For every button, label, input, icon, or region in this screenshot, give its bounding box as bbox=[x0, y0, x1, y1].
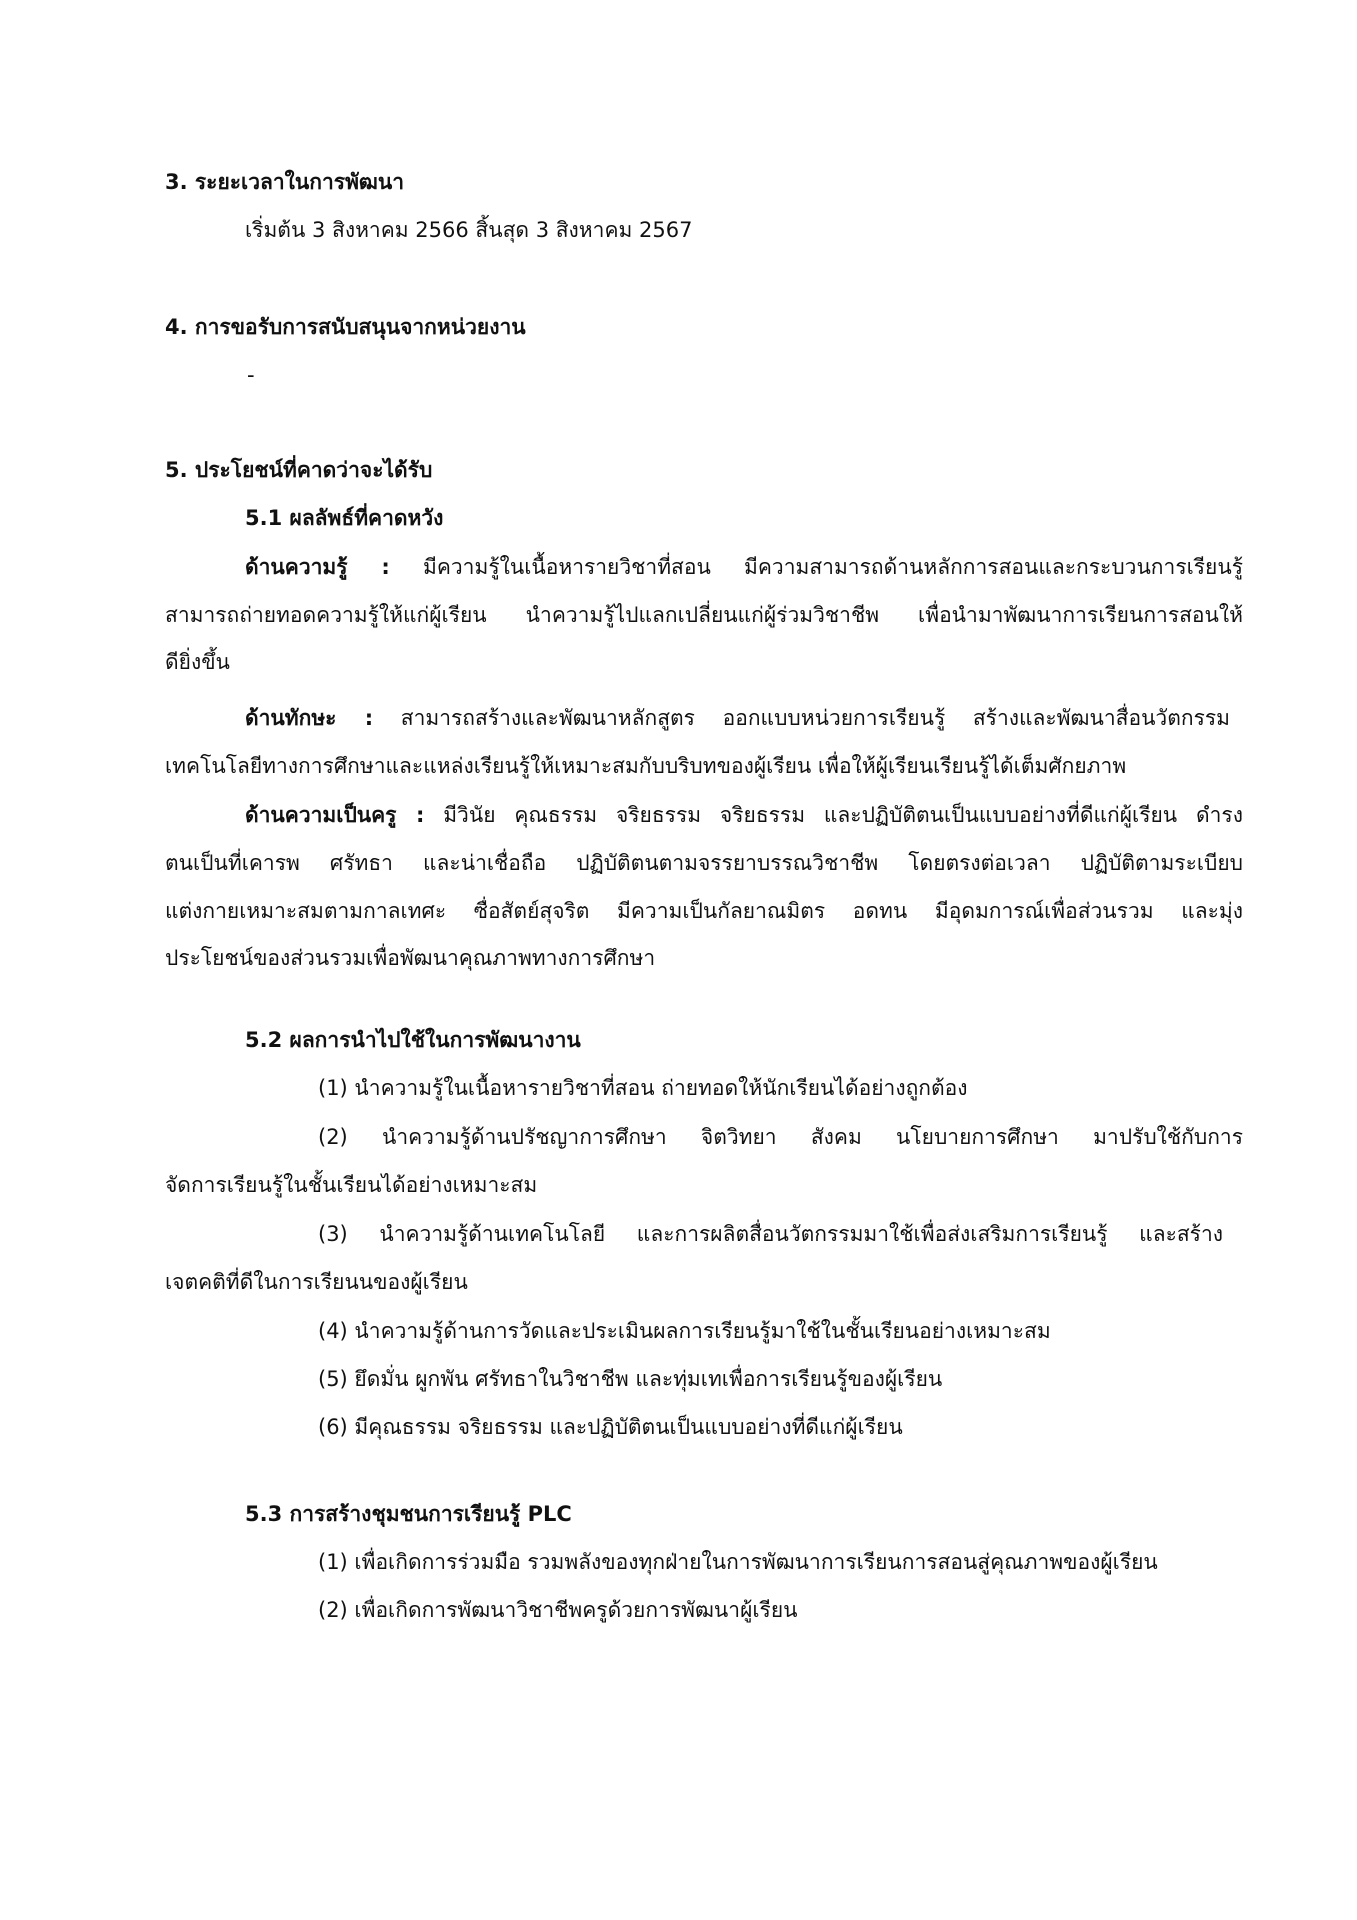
plc-item-1: (1) เพื่อเกิดการร่วมมือ รวมพลังของทุกฝ่ายในการพัฒนาการเรียนการสอนสู่คุณภาพของผู้เรียน bbox=[318, 1550, 1158, 1574]
teacher-paragraph-line-2: ตนเป็นที่เคารพ ศรัทธา และน่าเชื่อถือ ปฏิบัติตนตามจรรยาบรรณวิชาชีพ โดยตรงต่อเวลา ปฏิบัติตามระเบียบ bbox=[165, 851, 1243, 875]
section-5-heading: 5. ประโยชน์ที่คาดว่าจะได้รับ bbox=[165, 458, 433, 482]
support-request-text: - bbox=[247, 363, 255, 387]
knowledge-paragraph-line-1: ด้านความรู้ : มีความรู้ในเนื้อหารายวิชาที่สอน มีความสามารถด้านหลักการสอนและกระบวนการเรียนรู้ bbox=[245, 555, 1243, 579]
work-development-item-2-cont: จัดการเรียนรู้ในชั้นเรียนได้อย่างเหมาะสม bbox=[165, 1173, 538, 1197]
work-development-item-4: (4) นำความรู้ด้านการวัดและประเมินผลการเรียนรู้มาใช้ในชั้นเรียนอย่างเหมาะสม bbox=[318, 1319, 1051, 1343]
work-development-item-1: (1) นำความรู้ในเนื้อหารายวิชาที่สอน ถ่ายทอดให้นักเรียนได้อย่างถูกต้อง bbox=[318, 1076, 968, 1100]
skill-paragraph-line-1: ด้านทักษะ : สามารถสร้างและพัฒนาหลักสูตร ออกแบบหน่วยการเรียนรู้ สร้างและพัฒนาสื่อนวัตกรรม bbox=[245, 706, 1230, 730]
teacher-paragraph-line-1: ด้านความเป็นครู : มีวินัย คุณธรรม จริยธรรม จริยธรรม และปฏิบัติตนเป็นแบบอย่างที่ดีแก่ผู้เรียน ดำรง bbox=[245, 803, 1243, 827]
knowledge-label: ด้านความรู้ : bbox=[245, 555, 390, 579]
work-development-item-6: (6) มีคุณธรรม จริยธรรม และปฏิบัติตนเป็นแบบอย่างที่ดีแก่ผู้เรียน bbox=[318, 1415, 903, 1439]
section-3-heading: 3. ระยะเวลาในการพัฒนา bbox=[165, 170, 405, 194]
teacher-paragraph-line-3: แต่งกายเหมาะสมตามกาลเทศะ ซื่อสัตย์สุจริต มีความเป็นกัลยาณมิตร อดทน มีอุดมการณ์เพื่อส่วนรวม และมุ่ง bbox=[165, 899, 1243, 923]
work-development-item-2: (2) นำความรู้ด้านปรัชญาการศึกษา จิตวิทยา สังคม นโยบายการศึกษา มาปรับใช้กับการ bbox=[318, 1125, 1243, 1149]
work-development-item-3-cont: เจตคติที่ดีในการเรียนนของผู้เรียน bbox=[165, 1270, 468, 1294]
section-5-1-heading: 5.1 ผลลัพธ์ที่คาดหวัง bbox=[245, 506, 444, 530]
knowledge-paragraph-line-3: ดียิ่งขึ้น bbox=[165, 650, 230, 674]
development-period-text: เริ่มต้น 3 สิงหาคม 2566 สิ้นสุด 3 สิงหาคม 2567 bbox=[245, 218, 693, 242]
knowledge-paragraph-line-2: สามารถถ่ายทอดความรู้ให้แก่ผู้เรียน นำความรู้ไปแลกเปลี่ยนแก่ผู้ร่วมวิชาชีพ เพื่อนำมาพัฒนาการเรียนการสอนให้ bbox=[165, 603, 1243, 627]
teacher-label: ด้านความเป็นครู : bbox=[245, 803, 425, 827]
skill-paragraph-line-2: เทคโนโลยีทางการศึกษาและแหล่งเรียนรู้ให้เหมาะสมกับบริบทของผู้เรียน เพื่อให้ผู้เรียนเรียนรู้ได้เต็มศักยภาพ bbox=[165, 754, 1127, 778]
skill-label: ด้านทักษะ : bbox=[245, 706, 374, 730]
plc-item-2: (2) เพื่อเกิดการพัฒนาวิชาชีพครูด้วยการพัฒนาผู้เรียน bbox=[318, 1598, 798, 1622]
work-development-item-3: (3) นำความรู้ด้านเทคโนโลยี และการผลิตสื่อนวัตกรรมมาใช้เพื่อส่งเสริมการเรียนรู้ และสร้าง bbox=[318, 1222, 1223, 1246]
section-5-2-heading: 5.2 ผลการนำไปใช้ในการพัฒนางาน bbox=[245, 1028, 581, 1052]
section-4-heading: 4. การขอรับการสนับสนุนจากหน่วยงาน bbox=[165, 315, 526, 339]
section-5-3-heading: 5.3 การสร้างชุมชนการเรียนรู้ PLC bbox=[245, 1502, 572, 1526]
teacher-paragraph-line-4: ประโยชน์ของส่วนรวมเพื่อพัฒนาคุณภาพทางการศึกษา bbox=[165, 946, 656, 970]
work-development-item-5: (5) ยึดมั่น ผูกพัน ศรัทธาในวิชาชีพ และทุ่มเทเพื่อการเรียนรู้ของผู้เรียน bbox=[318, 1367, 943, 1391]
